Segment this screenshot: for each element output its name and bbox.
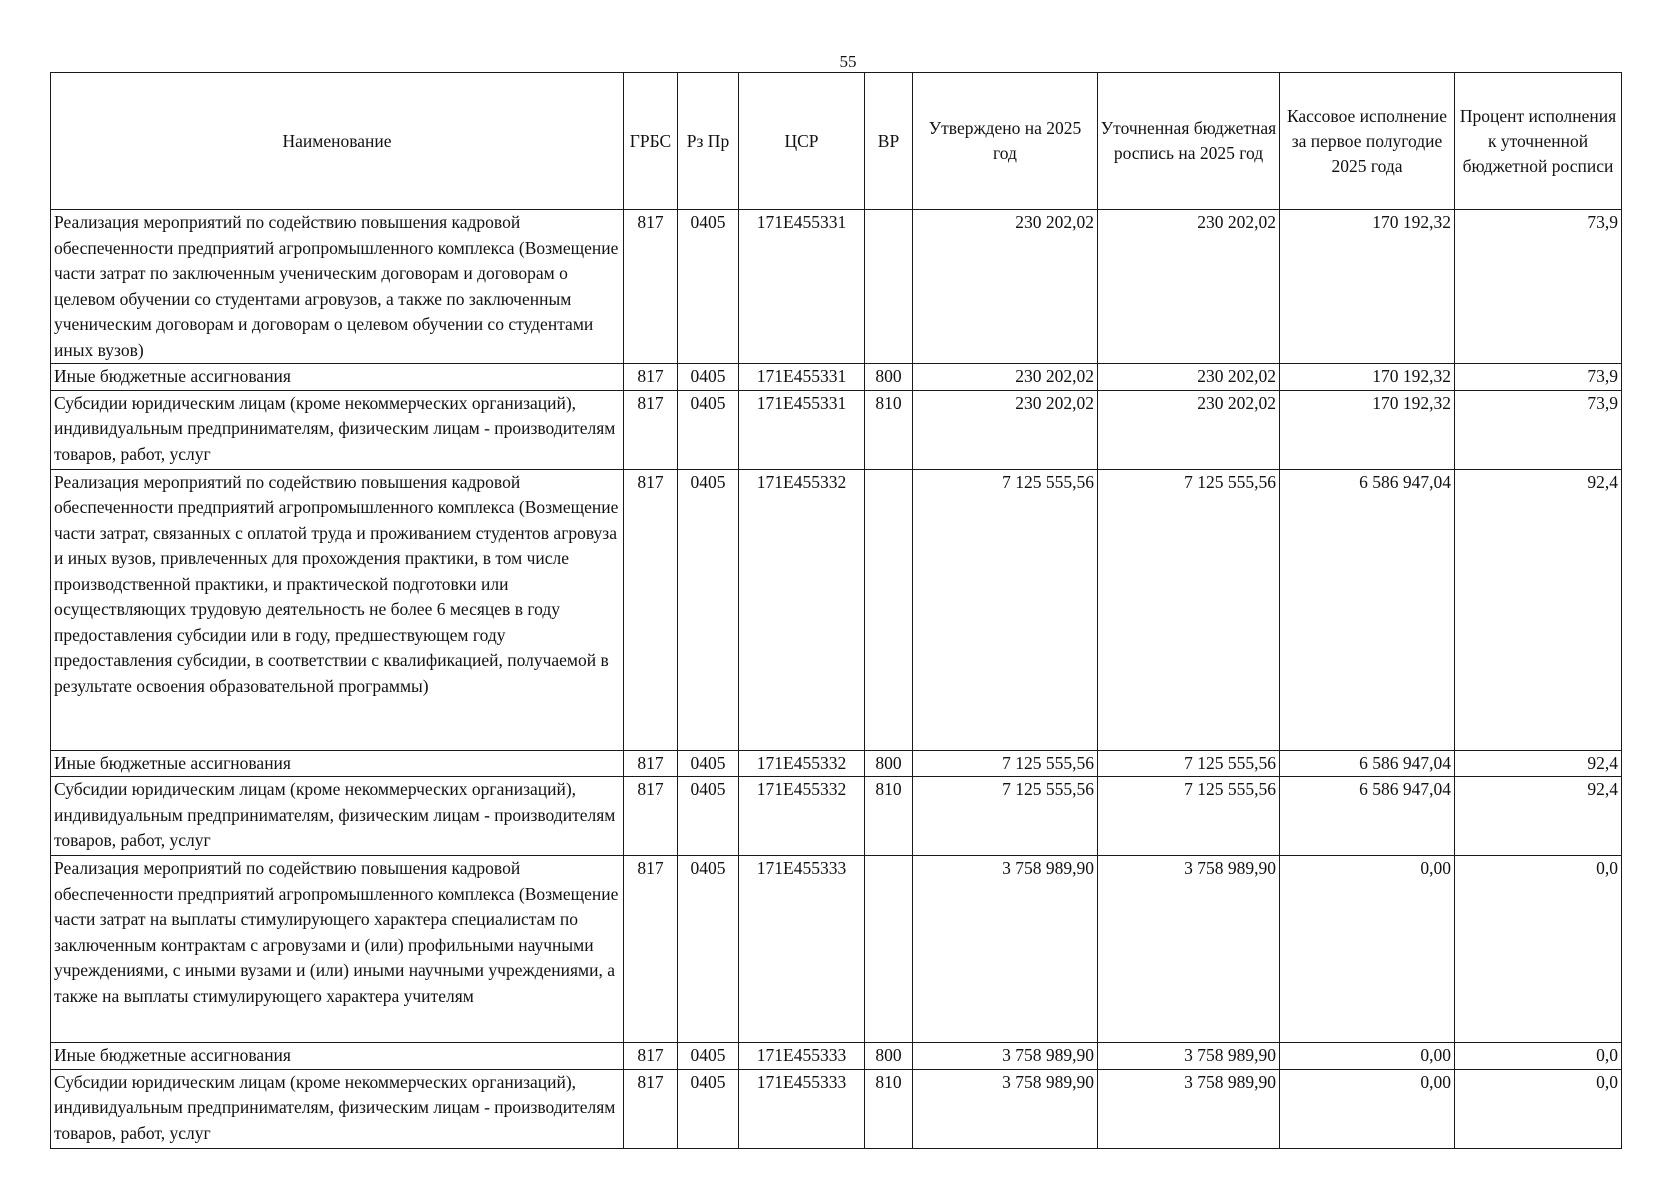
row-name: Субсидии юридическим лицам (кроме некоммерческих организаций), индивидуальным предпринимателям, физическим лицам - производителям товаров, работ, услуг [51,1069,624,1148]
row-name: Субсидии юридическим лицам (кроме некоммерческих организаций), индивидуальным предпринимателям, физическим лицам - производителям товаров, работ, услуг [51,777,624,856]
row-csr: 171Е455333 [739,856,865,1043]
row-vr: 800 [865,364,913,391]
row-cash: 6 586 947,04 [1280,469,1455,750]
row-refined: 7 125 555,56 [1098,469,1280,750]
row-csr: 171Е455332 [739,777,865,856]
row-cash: 170 192,32 [1280,364,1455,391]
row-name: Иные бюджетные ассигнования [51,364,624,391]
row-rzpr: 0405 [678,210,739,364]
row-rzpr: 0405 [678,750,739,777]
row-refined: 230 202,02 [1098,390,1280,469]
header-approved: Утверждено на 2025 год [913,73,1098,210]
row-rzpr: 0405 [678,1043,739,1070]
row-vr [865,210,913,364]
row-name: Реализация мероприятий по содействию повышения кадровой обеспеченности предприятий агропромышленного комплекса (Возмещение части затрат по заключенным ученическим договорам и договорам о целевом обучении со студентами агровузов, а также по заключенным ученическим договорам и договорам о целевом обучении со студентами иных вузов) [51,210,624,364]
row-grbs: 817 [624,777,678,856]
table-row [51,364,1622,391]
row-approved: 230 202,02 [913,390,1098,469]
row-grbs: 817 [624,856,678,1043]
table-row [51,1043,1622,1070]
header-grbs: ГРБС [624,73,678,210]
row-csr: 171Е455332 [739,750,865,777]
row-csr: 171Е455331 [739,364,865,391]
header-cash: Кассовое исполнение за первое полугодие 2025 года [1280,73,1455,210]
row-grbs: 817 [624,364,678,391]
row-grbs: 817 [624,390,678,469]
page-number: 55 [839,52,857,71]
table-row [51,390,1622,469]
row-approved: 7 125 555,56 [913,777,1098,856]
row-csr: 171Е455331 [739,210,865,364]
table-row [51,1069,1622,1148]
row-grbs: 817 [624,1069,678,1148]
row-grbs: 817 [624,750,678,777]
row-percent: 73,9 [1455,364,1622,391]
row-cash: 170 192,32 [1280,390,1455,469]
table-row [51,777,1622,856]
header-rzpr: Рз Пр [678,73,739,210]
header-percent: Процент исполнения к уточненной бюджетной росписи [1455,73,1622,210]
row-cash: 0,00 [1280,1043,1455,1070]
row-vr: 800 [865,1043,913,1070]
row-vr: 810 [865,1069,913,1148]
row-csr: 171Е455332 [739,469,865,750]
header-row [51,73,1622,210]
row-refined: 230 202,02 [1098,364,1280,391]
row-rzpr: 0405 [678,1069,739,1148]
row-vr: 810 [865,777,913,856]
row-csr: 171Е455333 [739,1043,865,1070]
row-grbs: 817 [624,210,678,364]
table-row [51,469,1622,750]
row-csr: 171Е455331 [739,390,865,469]
row-approved: 230 202,02 [913,364,1098,391]
header-vr: ВР [865,73,913,210]
row-rzpr: 0405 [678,390,739,469]
table-row [51,856,1622,1043]
row-percent: 73,9 [1455,210,1622,364]
row-name: Иные бюджетные ассигнования [51,750,624,777]
row-refined: 3 758 989,90 [1098,1043,1280,1070]
header-name: Наименование [51,73,624,210]
row-name: Реализация мероприятий по содействию повышения кадровой обеспеченности предприятий агропромышленного комплекса (Возмещение части затрат на выплаты стимулирующего характера специалистам по заключенным контрактам с агровузами и (или) профильными научными учреждениями, с иными вузами и (или) иными научными учреждениями, а также на выплаты стимулирующего характера учителям [51,856,624,1043]
row-approved: 7 125 555,56 [913,469,1098,750]
row-cash: 0,00 [1280,1069,1455,1148]
header-csr: ЦСР [739,73,865,210]
row-rzpr: 0405 [678,856,739,1043]
row-rzpr: 0405 [678,777,739,856]
table-row [51,750,1622,777]
row-vr: 810 [865,390,913,469]
row-name: Иные бюджетные ассигнования [51,1043,624,1070]
row-refined: 7 125 555,56 [1098,750,1280,777]
row-refined: 3 758 989,90 [1098,1069,1280,1148]
row-name: Субсидии юридическим лицам (кроме некоммерческих организаций), индивидуальным предпринимателям, физическим лицам - производителям товаров, работ, услуг [51,390,624,469]
row-percent: 92,4 [1455,469,1622,750]
row-approved: 230 202,02 [913,210,1098,364]
row-vr [865,469,913,750]
row-cash: 170 192,32 [1280,210,1455,364]
row-refined: 7 125 555,56 [1098,777,1280,856]
row-approved: 3 758 989,90 [913,856,1098,1043]
row-approved: 3 758 989,90 [913,1069,1098,1148]
row-approved: 7 125 555,56 [913,750,1098,777]
row-rzpr: 0405 [678,364,739,391]
row-rzpr: 0405 [678,469,739,750]
row-vr [865,856,913,1043]
row-refined: 3 758 989,90 [1098,856,1280,1043]
row-percent: 73,9 [1455,390,1622,469]
row-grbs: 817 [624,1043,678,1070]
row-grbs: 817 [624,469,678,750]
header-refined: Уточненная бюджетная роспись на 2025 год [1098,73,1280,210]
row-name: Реализация мероприятий по содействию повышения кадровой обеспеченности предприятий агропромышленного комплекса (Возмещение части затрат, связанных с оплатой труда и проживанием студентов агровуза и иных вузов, привлеченных для прохождения практики, в том числе производственной практики, и практической подготовки или осуществляющих трудовую деятельность не более 6 месяцев в году предоставления субсидии или в году, предшествующем году предоставления субсидии, в соответствии с квалификацией, получаемой в результате освоения образовательной программы) [51,469,624,750]
row-cash: 6 586 947,04 [1280,750,1455,777]
row-csr: 171Е455333 [739,1069,865,1148]
row-refined: 230 202,02 [1098,210,1280,364]
row-percent: 92,4 [1455,750,1622,777]
row-percent: 92,4 [1455,777,1622,856]
row-percent: 0,0 [1455,1043,1622,1070]
row-percent: 0,0 [1455,1069,1622,1148]
budget-table [50,72,1622,1149]
row-approved: 3 758 989,90 [913,1043,1098,1070]
row-percent: 0,0 [1455,856,1622,1043]
row-cash: 6 586 947,04 [1280,777,1455,856]
table-row [51,210,1622,364]
row-vr: 800 [865,750,913,777]
row-cash: 0,00 [1280,856,1455,1043]
